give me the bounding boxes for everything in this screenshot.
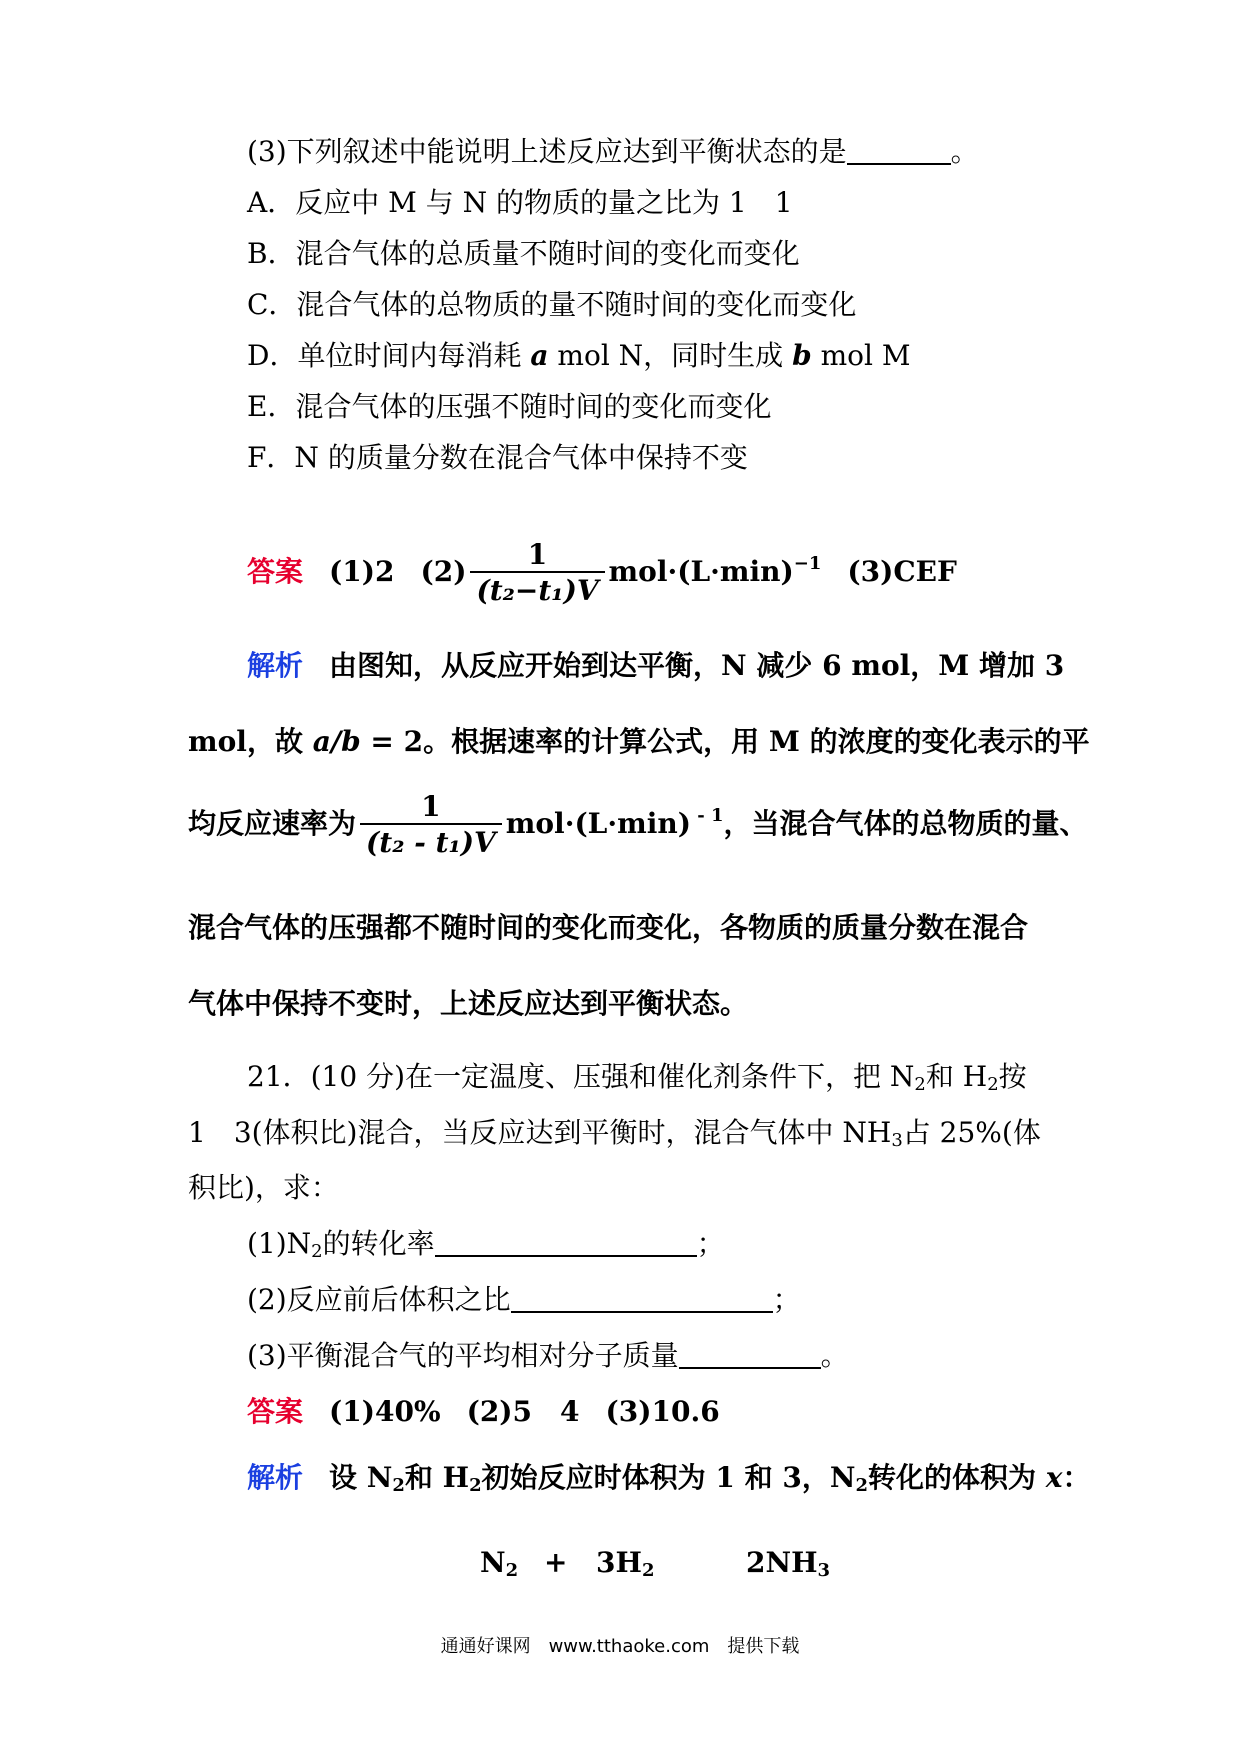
answer-label: 答案	[247, 1395, 304, 1428]
q21-line-2: 1 3(体积比)混合，当反应达到平衡时，混合气体中 $NH_3$占 25%(体	[188, 1116, 1041, 1151]
analysis-1-line-3: 均反应速率为 $\frac{1}{\text{(t₂ - t₁)V}}$ mol·(L·min) $^{- 1}$，当混合气体的总物质的量、	[188, 789, 1088, 859]
analysis-label: 解析	[247, 1461, 304, 1494]
q21-sub-2: (2)反应前后体积之比 ；	[247, 1283, 801, 1316]
answer-blank	[679, 1337, 821, 1369]
q3-stem: (3)下列叙述中能说明上述反应达到平衡状态的是 。	[247, 135, 979, 168]
analysis-label: 解析	[247, 649, 304, 682]
q21-line-3: 积比)，求：	[188, 1171, 339, 1204]
equation-nh3: $2NH_3$	[746, 1546, 831, 1581]
rate-fraction: $\frac{1}{\text{(t₂−t₁)V}}$	[470, 539, 604, 609]
answer-blank	[435, 1225, 697, 1257]
analysis-1-line-1: 解析 由图知，从反应开始到达平衡，N 减少 6 mol，M 增加 3	[247, 649, 1065, 682]
option-e: E．混合气体的压强不随时间的变化而变化	[247, 390, 772, 423]
q21-sub-1: $(1)N_2$的转化率 ；	[247, 1227, 725, 1262]
equation-plus: +	[544, 1546, 568, 1579]
q21-line-1: 21．(10 分)在一定温度、压强和催化剂条件下，把 $N_2$和 $H_2$按	[247, 1060, 1027, 1095]
equation-h2: $3H_2$	[596, 1546, 655, 1581]
option-f: F．N 的质量分数在混合气体中保持不变	[247, 441, 748, 474]
page-footer: 通通好课网 www.tthaoke.com 提供下载	[440, 1636, 800, 1657]
answer-2: 答案 (1)40% (2)5 4 (3)10.6	[247, 1395, 720, 1428]
q21-sub-3: (3)平衡混合气的平均相对分子质量 。	[247, 1339, 849, 1372]
analysis-2: 解析 设 $N_2$和 $H_2$初始反应时体积为 1 和 3，$N_2$转化的体积为 x：	[247, 1461, 1091, 1496]
option-c: C．混合气体的总物质的量不随时间的变化而变化	[247, 288, 857, 321]
answer-label: 答案	[247, 555, 304, 588]
answer-1: 答案 (1)2 (2) $\frac{1}{\text{(t₂−t₁)V}}$ $mol\cdot(L\cdot\min)^{-1}$ (3)CEF	[247, 537, 957, 607]
analysis-1-line-2: mol，故 a/b = 2。根据速率的计算公式，用 M 的浓度的变化表示的平	[188, 725, 1090, 758]
answer-blank	[511, 1281, 773, 1313]
equation-n2: $N_2$	[480, 1546, 519, 1581]
option-a: A．反应中 M 与 N 的物质的量之比为 1 1	[247, 186, 793, 219]
analysis-1-line-4: 混合气体的压强都不随时间的变化而变化，各物质的质量分数在混合	[188, 911, 1029, 944]
option-b: B．混合气体的总质量不随时间的变化而变化	[247, 237, 800, 270]
rate-fraction: $\frac{1}{\text{(t₂ - t₁)V}}$	[360, 791, 502, 861]
analysis-1-line-5: 气体中保持不变时，上述反应达到平衡状态。	[188, 987, 749, 1020]
answer-blank	[847, 133, 951, 165]
option-d: D．单位时间内每消耗 a mol N，同时生成 b mol M	[247, 339, 911, 372]
